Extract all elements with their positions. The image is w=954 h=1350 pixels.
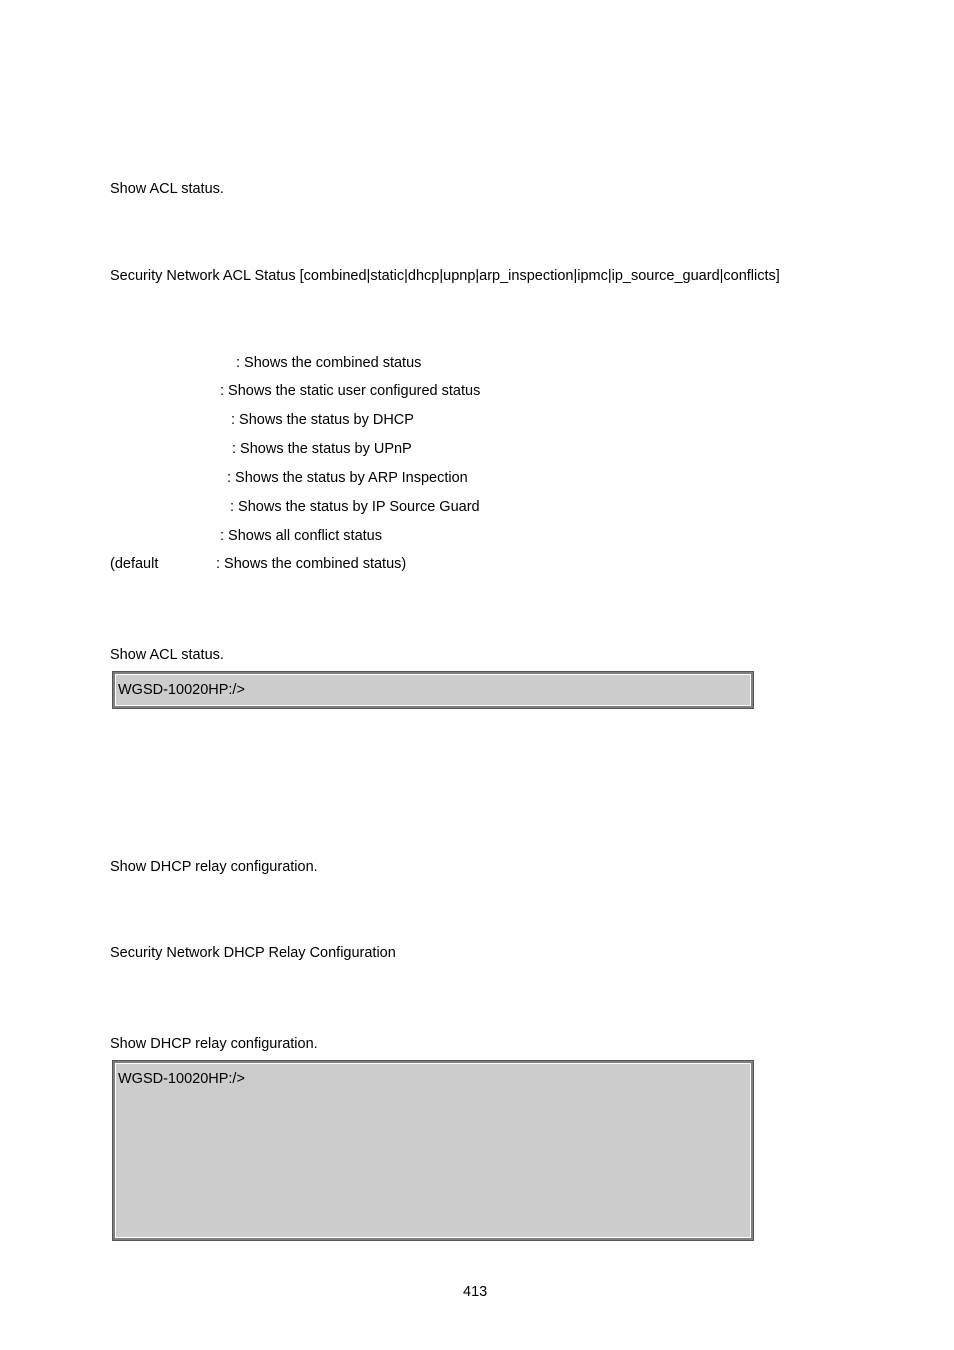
acl-example-cli-box — [113, 672, 753, 708]
acl-param-ip-source-guard: : Shows the status by IP Source Guard — [230, 499, 480, 515]
dhcp-syntax: Security Network DHCP Relay Configuration — [110, 945, 396, 961]
acl-default-prefix: (default — [110, 556, 159, 572]
acl-param-combined: : Shows the combined status — [236, 355, 422, 371]
dhcp-example-prompt: WGSD-10020HP:/> — [118, 1071, 245, 1087]
dhcp-example-description: Show DHCP relay configuration. — [110, 1036, 318, 1052]
acl-syntax: Security Network ACL Status [combined|static|dhcp|upnp|arp_inspection|ipmc|ip_source_guard|conflicts] — [110, 268, 780, 284]
acl-param-static: : Shows the static user configured status — [220, 383, 481, 399]
dhcp-description: Show DHCP relay configuration. — [110, 859, 318, 875]
acl-example-prompt: WGSD-10020HP:/> — [118, 682, 245, 698]
page-number: 413 — [463, 1284, 488, 1300]
acl-param-dhcp: : Shows the status by DHCP — [231, 412, 414, 428]
dhcp-example-cli-box — [113, 1061, 753, 1240]
acl-param-conflicts: : Shows all conflict status — [220, 528, 382, 544]
acl-param-arp-inspection: : Shows the status by ARP Inspection — [227, 470, 468, 486]
acl-default-desc: : Shows the combined status) — [216, 556, 407, 572]
acl-description: Show ACL status. — [110, 181, 224, 197]
acl-example-description: Show ACL status. — [110, 647, 224, 663]
acl-param-upnp: : Shows the status by UPnP — [232, 441, 412, 457]
